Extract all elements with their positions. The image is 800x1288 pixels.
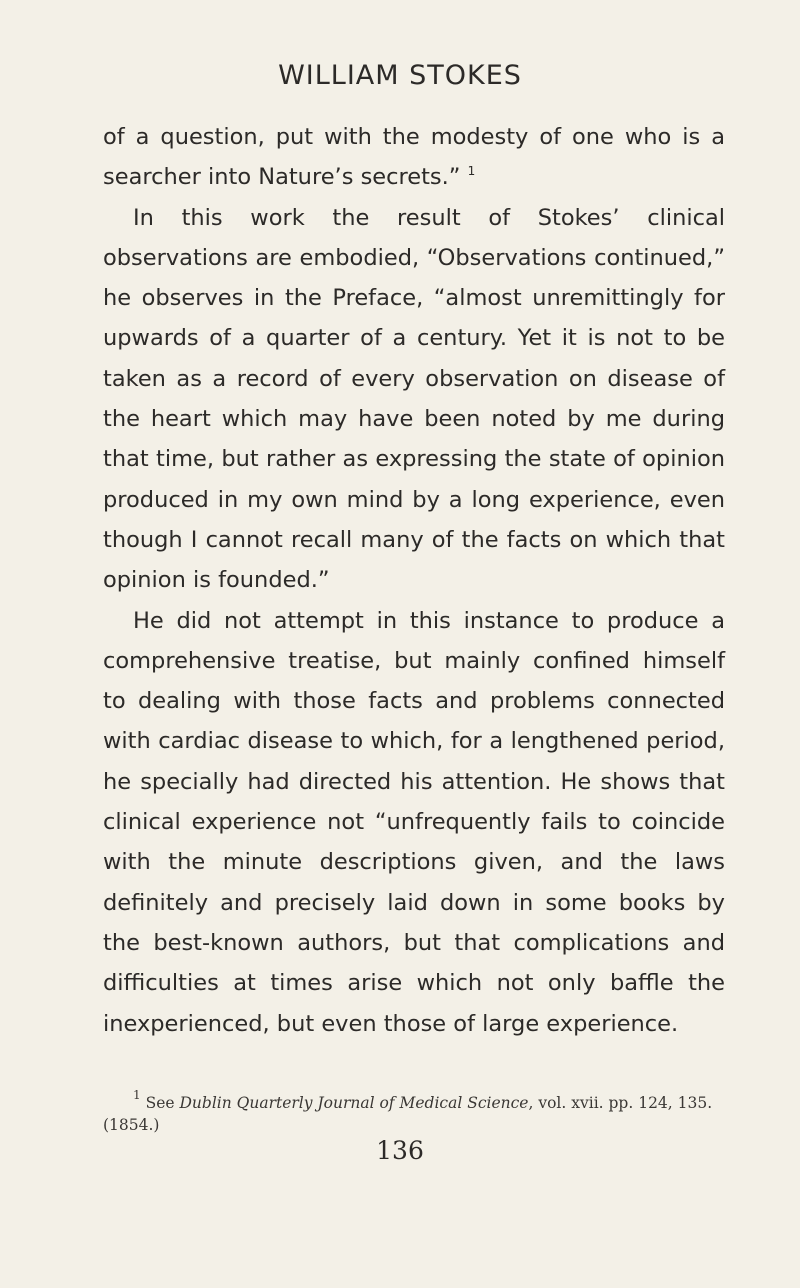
footnote [103,1088,725,1136]
page-number: 136 [376,1136,424,1165]
footnote-citation: , vol. xvii. pp. 124, 135. (1854.) [103,1094,713,1134]
paragraph-1-text: of a question, put with the modesty of one who is a searcher into Nature’s secrets.” [103,124,725,191]
footnote-journal-title: Dublin Quarterly Journal of Medical Science [179,1094,529,1112]
paragraph-3: He did not attempt in this instance to produce a comprehensive treatise, but mainly confined himself to dealing with those facts and problems connected with cardiac disease to which, for a lengthened period, he specially had directed his attention. He shows that clinical experience not “unfrequently fails to coincide with the minute descriptions given, and the laws definitely and precisely laid down in some books by the best-known authors, but that complications and difficulties at times arise which not only baffle the inexperienced, but even those of large experience. [103,607,725,1037]
paragraph-2: In this work the result of Stokes’ clinical observations are embodied, “Observations continued,” he observes in the Preface, “almost unremittingly for upwards of a quarter of a century. Yet it is not to be taken as a record of every observation on disease of the heart which may have been noted by me during that time, but rather as expressing the state of opinion produced in my own mind by a long experience, even though I cannot recall many of the facts on which that opinion is founded.” [103,204,725,594]
footnote-prefix: See [145,1094,175,1112]
running-head: WILLIAM STOKES [278,60,522,91]
body-text [103,117,725,1044]
paragraph-1 [103,117,725,198]
footnote-reference: 1 [467,164,476,179]
footnote-marker: 1 [133,1088,141,1102]
footnote-text [103,1088,725,1136]
